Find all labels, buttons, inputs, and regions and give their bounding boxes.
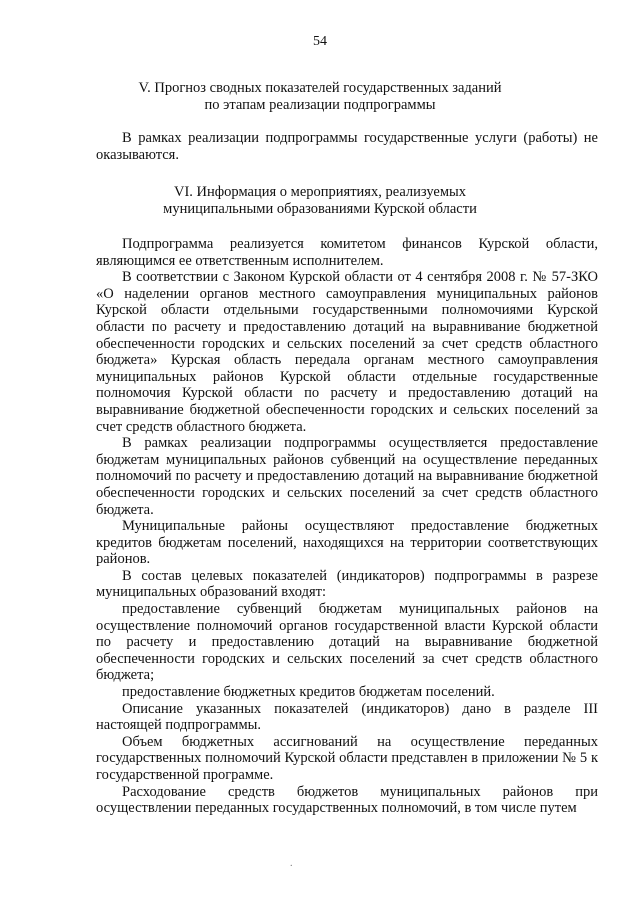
paragraph: В рамках реализации подпрограммы осуществляется предоставление бюджетам муниципальных районов субвенций на осуществление переданных полномочий по расчету и предоставлению дотаций на выравнивание бюджетной обеспеченности городских и сельских поселений за счет средств областного бюджета. [96,435,598,518]
paragraph: Объем бюджетных ассигнований на осуществление переданных государственных полномочий Курской области представлен в приложении № 5 к государственной программе. [96,733,598,783]
paragraph: В состав целевых показателей (индикаторов) подпрограммы в разрезе муниципальных образований входят: [96,567,598,601]
paragraph: В соответствии с Законом Курской области от 4 сентября 2008 г. № 57-ЗКО «О наделении органов местного самоуправления муниципальных районов Курской области отдельными государственными полномочиями Курской области по расчету и предоставлению дотаций на выравнивание бюджетной обеспеченности городских и сельских поселений за счет средств областного бюджета» Курская область передала органам местного самоуправления муниципальных районов Курской области отдельные государственные полномочия Курской области по расчету и предоставлению дотаций на выравнивание бюджетной обеспеченности городских и сельских поселений за счет средств областного бюджета. [96,269,598,435]
paragraph: Муниципальные районы осуществляют предоставление бюджетных кредитов бюджетам поселений, находящихся на территории соответствующих районов. [96,518,598,568]
paragraph: Описание указанных показателей (индикаторов) дано в разделе III настоящей подпрограммы. [96,700,598,734]
section-5-heading-line-2: по этапам реализации подпрограммы [204,97,436,113]
section-6-body [96,236,598,817]
list-item: предоставление субвенций бюджетам муниципальных районов на осуществление полномочий органов государственной власти Курской области по расчету и предоставлению дотаций на выравнивание бюджетной обеспеченности городских и сельских поселений за счет средств областного бюджета; [96,601,598,684]
list-item: предоставление бюджетных кредитов бюджетам поселений. [122,684,495,701]
page-number: 54 [313,34,327,49]
section-5-heading [90,80,550,114]
scan-speck: . [290,858,293,869]
section-6-heading [90,184,550,218]
section-5-heading-line-1: V. Прогноз сводных показателей государственных заданий [138,80,502,96]
paragraph: Расходование средств бюджетов муниципальных районов при осуществлении переданных государственных полномочий, в том числе путем [96,783,598,817]
section-5-paragraph: В рамках реализации подпрограммы государственные услуги (работы) не оказываются. [96,130,598,163]
section-6-heading-line-1: VI. Информация о мероприятиях, реализуемых [174,184,466,200]
section-6-heading-line-2: муниципальными образованиями Курской области [163,201,477,217]
paragraph: Подпрограмма реализуется комитетом финансов Курской области, являющимся ее ответственным исполнителем. [96,236,598,269]
